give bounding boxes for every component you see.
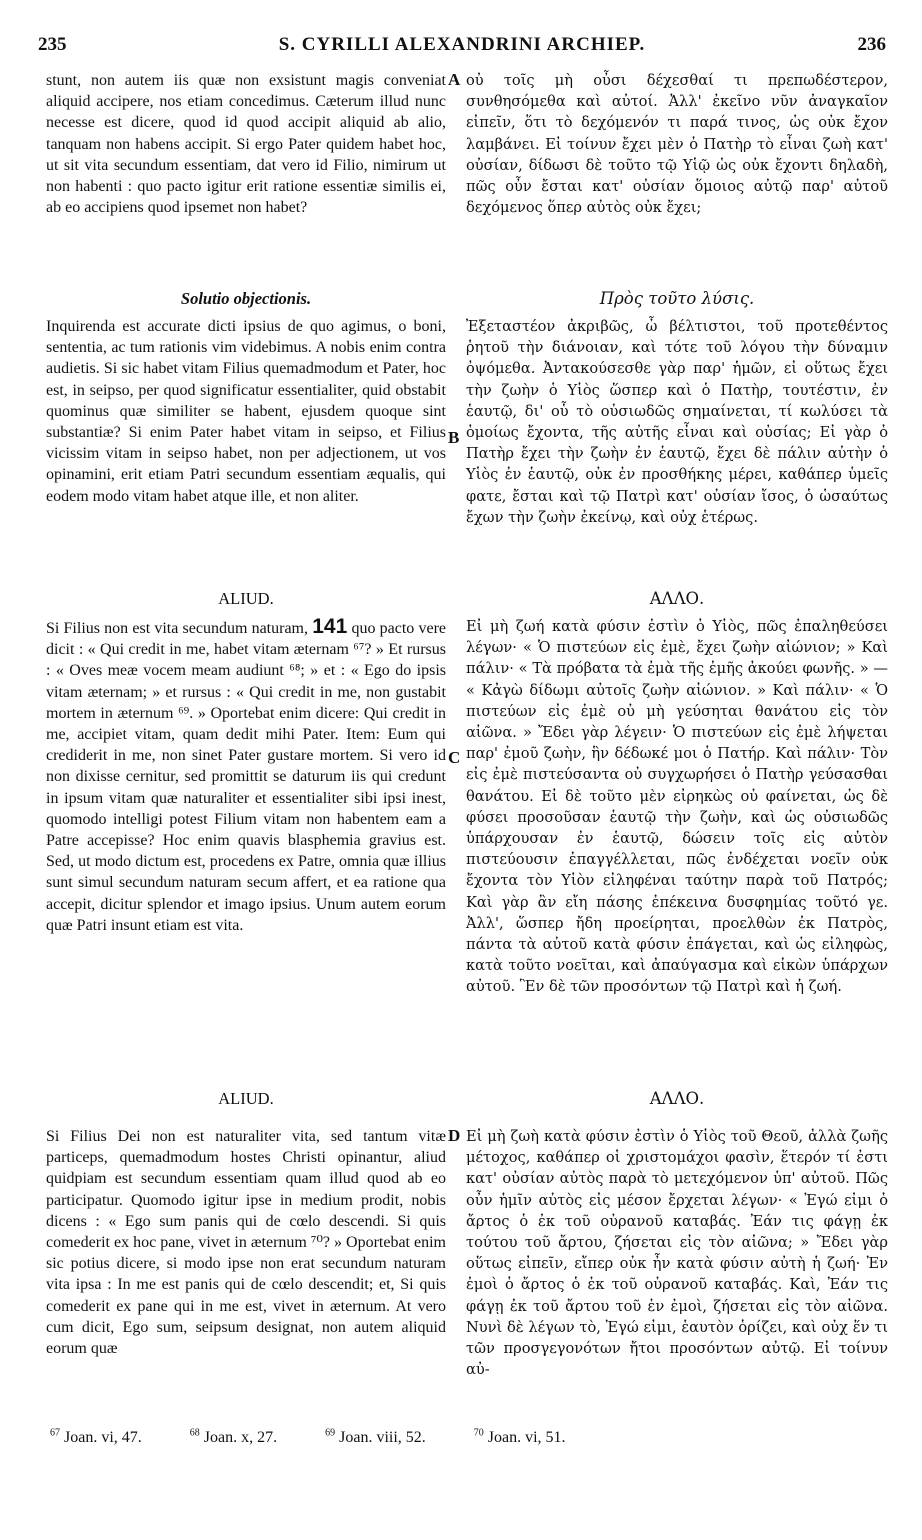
- greek-paragraph: Εἰ μὴ ζωή κατὰ φύσιν ἐστὶν ὁ Υἱὸς, πῶς ἐπαληθεύσει λέγων· « Ὁ πιστεύων εἰς ἐμὲ, ἔχει ζωὴν αἰώνιον; » Καὶ πάλιν· « Τὰ πρόβατα τὰ ἐμὰ τῆς ἐμῆς ἀκούει φωνῆς. » — « Κἀγὼ δίδωμι αὐτοῖς ζωὴν αἰώνιον. » Καὶ πάλιν· « Ὁ πιστεύων εἰς ἐμὲ οὐ μὴ γεύσηται θανάτου εἰς τὸν αἰῶνα. » Ἔδει γὰρ λέγειν· Ὁ πιστεύων εἰς ἐμὲ λήψεται παρ' ἐμοῦ ζωὴν, ἣν δέδωκέ μοι ὁ Πατήρ. Καὶ πάλιν· Τὸν εἰς ἐμὲ πιστεύσαντα οὐ συγχωρήσει ὁ Πατὴρ γεύσασθαι θανάτου. Εἰ δὲ τοῦτο μὲν εἰρηκὼς οὐ φαίνεται, ὡς δὲ φύσει προσοῦσαν ἑαυτῷ τὴν ζωὴν, καὶ ὡς οὐσιωδῶς ὑπάρχουσαν ἐν ἑαυτῷ, δώσειν τοῖς εἰς αὐτὸν πιστεύουσιν ἐπαγγέλλεται, πῶς ἐνδέχεται νοεῖν οὐκ ἔχοντα τὸν Υἱὸν εἰληφέναι ταύτην παρὰ τοῦ Πατρός; Καὶ γὰρ ἂν εἴη πάσης ἐπέκεινα δυσφημίας τοῦτό γε. Ἀλλ', ὥσπερ ἤδη προείρηται, προελθὼν ἐκ Πατρὸς, πάντα τὰ αὐτοῦ κατὰ φύσιν ἐπάγεται, καὶ ὡς εἰληφὼς, κατὰ τοῦτο νοεῖται, καὶ ἀπαύγασμα καὶ εἰκὼν ὑπάρχων αὐτοῦ. Ἓν δὲ τῶν προσόντων τῷ Πατρὶ καὶ ἡ ζωή.: [466, 618, 888, 996]
- latin-paragraph: [46, 616, 446, 936]
- greek-section-heading: ΑΛΛΟ.: [649, 589, 705, 608]
- greek-section-heading: ΑΛΛΟ.: [649, 1089, 705, 1108]
- running-title: S. CYRILLI ALEXANDRINI ARCHIEP.: [278, 34, 646, 55]
- page-reference: 141: [312, 615, 348, 638]
- latin-paragraph: stunt, non autem iis quæ non exsistunt magis conveniat aliquid accipere, nos etiam concedimus. Cæterum illud nunc necesse est dicere, quod id quod accipit aliquid ab alio, tanquam non habens accipit. Si ergo Pater quidem habet hoc, ut sit vita secundum essentiam, dat vero id Filio, nimirum ut non habenti : quo pacto igitur erit ratione essentiæ similis ei, ab eo accipiens quod ipsemet non habet?: [46, 72, 446, 217]
- latin-section-heading: ALIUD.: [218, 589, 274, 608]
- running-header: [38, 34, 886, 60]
- greek-paragraph: Εἰ μὴ ζωὴ κατὰ φύσιν ἐστὶν ὁ Υἱὸς τοῦ Θεοῦ, ἀλλὰ ζωῆς μέτοχος, καθάπερ οἱ χριστομάχοι φασὶν, ἕτερόν τί ἐστι κατ' οὐσίαν αὐτὸς παρὰ τὸ μετεχόμενον ὑπ' αὐτοῦ. Πῶς οὖν ἡμῖν αὐτὸς εἰς μέσον ἔρχεται λέγων· « Ἐγώ εἰμι ὁ ἄρτος ὁ ἐκ τοῦ οὐρανοῦ καταβάς. Ἐάν τις φάγῃ ἐκ τούτου τοῦ ἄρτου, ζήσεται εἰς τὸν αἰῶνα; » Ἔδει γὰρ οὕτως εἰπεῖν, εἴπερ οὐκ ἦν κατὰ φύσιν αὐτὴ ἡ ζωή· Ἐν ἐμοὶ ὁ ἄρτος ὁ ἐκ τοῦ οὐρανοῦ καταβάς. Καὶ, Ἐάν τις φάγῃ ἐκ τοῦ ἄρτου τοῦ ἐν ἐμοὶ, ζήσεται εἰς τὸν αἰῶνα. Νυνὶ δὲ λέγων τὸ, Ἐγώ εἰμι, ἑαυτὸν ὁρίζει, καὶ οὐχ ἕν τι τῶν προσγεγονότων ἤτοι προσόντων αὐτῷ. Εἰ τοίνυν αὐ-: [466, 1128, 888, 1379]
- page-number-right: 236: [857, 34, 886, 55]
- greek-section-1: [466, 70, 888, 218]
- margin-marker-a: A: [448, 70, 461, 89]
- greek-section-2: [466, 316, 888, 528]
- greek-section-3: [466, 616, 888, 998]
- latin-section-1: [46, 70, 446, 218]
- greek-paragraph: Ἐξεταστέον ἀκριβῶς, ὦ βέλτιστοι, τοῦ προτεθέντος ῥητοῦ τὴν διάνοιαν, καὶ τότε τοῦ λόγου τὴν δύναμιν ὀψόμεθα. Ἀντακούσεσθε γὰρ παρ' ἡμῶν, εἰ οὕτως ἔχει τὴν ζωὴν ὁ Υἱὸς ὥσπερ καὶ ὁ Πατὴρ, τουτέστιν, ἐν ἑαυτῷ, δι' οὗ τὸ οὐσιωδῶς σημαίνεται, τί κωλύσει τὰ ὁμοίως ἔχοντα, τῆς αὐτῆς εἶναι καὶ οὐσίας; Εἰ γὰρ ὁ Πατὴρ ἔχει τὴν ζωὴν ἐν ἑαυτῷ, ἔχει δὲ πάλιν αὐτὴν ὁ Υἱὸς ἐν ἑαυτῷ, οὐκ ἐν προσθήκης μέρει, καθάπερ ὑμεῖς φατε, ἔσται καὶ τῷ Πατρὶ κατ' οὐσίαν ἴσος, ὁ ὡσαύτως ἔχων τὴν ζωὴν ἐκείνῳ, καὶ οὐχ ἑτέρως.: [466, 318, 888, 526]
- margin-marker-d: D: [448, 1126, 461, 1145]
- page-number-left: 235: [38, 34, 67, 55]
- footnote: $^{67}$ Joan. vi, 47.: [50, 1428, 142, 1447]
- greek-section-heading: Πρὸς τοῦτο λύσις.: [599, 289, 755, 308]
- latin-section-heading: Solutio objectionis.: [180, 289, 312, 308]
- margin-marker-b: B: [448, 428, 460, 447]
- greek-section-4: [466, 1126, 888, 1380]
- footnotes: [50, 1428, 882, 1447]
- margin-marker-c: C: [448, 748, 461, 767]
- latin-paragraph-lead: Si Filius non est vita secundum naturam,: [46, 620, 309, 637]
- latin-paragraph: Inquirenda est accurate dicti ipsius de quo agimus, o boni, sententia, ac tum rationis vim videbimus. A nobis enim contra audietis. Si sic habet vitam Filius quemadmodum et Pater, hoc est, in seipso, per quod significatur essentialiter, quid obstabit quominus quæ similiter se habent, ejusdem quoque sint substantiæ? Si enim Pater habet vitam in seipso, et Filius vicissim vitam in seipso habet, non per adjectionem, ut vos opinamini, erit etiam Patri secundum essentiam æqualis, qui eodem modo vitam habet atque ille, et non aliter.: [46, 318, 446, 505]
- footnote: $^{68}$ Joan. x, 27.: [189, 1428, 278, 1447]
- latin-section-heading: ALIUD.: [218, 1089, 274, 1108]
- latin-section-4: [46, 1126, 446, 1359]
- latin-paragraph: Si Filius Dei non est naturaliter vita, sed tantum vitæ particeps, quemadmodum hostes Christi opinantur, aliud quidpiam est secundum essentiam quam illud quod ab eo participatur. Quomodo igitur ipse in medium prodit, nobis dicens : « Ego sum panis qui de cœlo descendi. Si quis comederit ex hoc pane, vivet in æternum ⁷⁰? » Oportebat enim sic potius dicere, si modo ipse non erat secundum naturam vita ipsa : In me est panis qui de cœlo descendit; et, Si quis comederit ex pane qui in me est, vivet in æternum. At vero cum dicit, Ego sum, seipsum designat, non autem aliquid eorum quæ: [46, 1128, 446, 1358]
- latin-section-2: [46, 316, 446, 507]
- latin-paragraph-rest: quo pacto vere dicit : « Qui credit in me, habet vitam æternam ⁶⁷? » Et rursus : « Oves meæ vocem meam audiunt ⁶⁸; » et : « Ego do ipsis vitam æternam; » et rursus : « Qui credit in me, non gustabit mortem in æternum ⁶⁹. » Oportebat enim dicere: Qui credit in me, accipiet vitam, quam dedit mihi Pater. Item: Eum qui crediderit in me, non sinet Pater gustare mortem. Si vero id non dixisse cernitur, sed promittit se daturum iis qui credunt in ipsum vitam quæ naturaliter et essentialiter sibi ipsi inest, quomodo intelligi potest Filium vitam non habentem eam a Patre accepisse? Hoc enim quavis blasphemia gravius est. Sed, ut modo dictum est, procedens ex Patre, omnia quæ illius sunt simul secundum naturam secum affert, et ea ratione qua accepit, dicitur splendor et imago ipsius. Unum autem eorum quæ Patri insunt etiam est vita.: [46, 620, 447, 934]
- greek-paragraph: οὐ τοῖς μὴ οὖσι δέχεσθαί τι πρεπωδέστερον, συνθησόμεθα καὶ αὐτοί. Ἀλλ' ἐκεῖνο νῦν ἀναγκαῖον εἰπεῖν, ὅτι τὸ δεχόμενόν τι παρά τινος, ὡς οὐκ ἔχον λαμβάνει. Εἰ τοίνυν ἔχει μὲν ὁ Πατὴρ τὸ εἶναι ζωὴ κατ' οὐσίαν, δίδωσι δὲ τοῦτο τῷ Υἱῷ ὡς οὐκ ἔχοντι δηλαδὴ, πῶς οὖν ἔσται κατ' οὐσίαν ὅμοιος αὐτῷ παρ' αὐτοῦ δεχόμενος ὅπερ αὐτὸς οὐκ ἔχει;: [466, 72, 888, 217]
- latin-section-3: [46, 616, 446, 936]
- footnote: $^{70}$ Joan. vi, 51.: [473, 1428, 566, 1447]
- footnote: $^{69}$ Joan. viii, 52.: [325, 1428, 426, 1447]
